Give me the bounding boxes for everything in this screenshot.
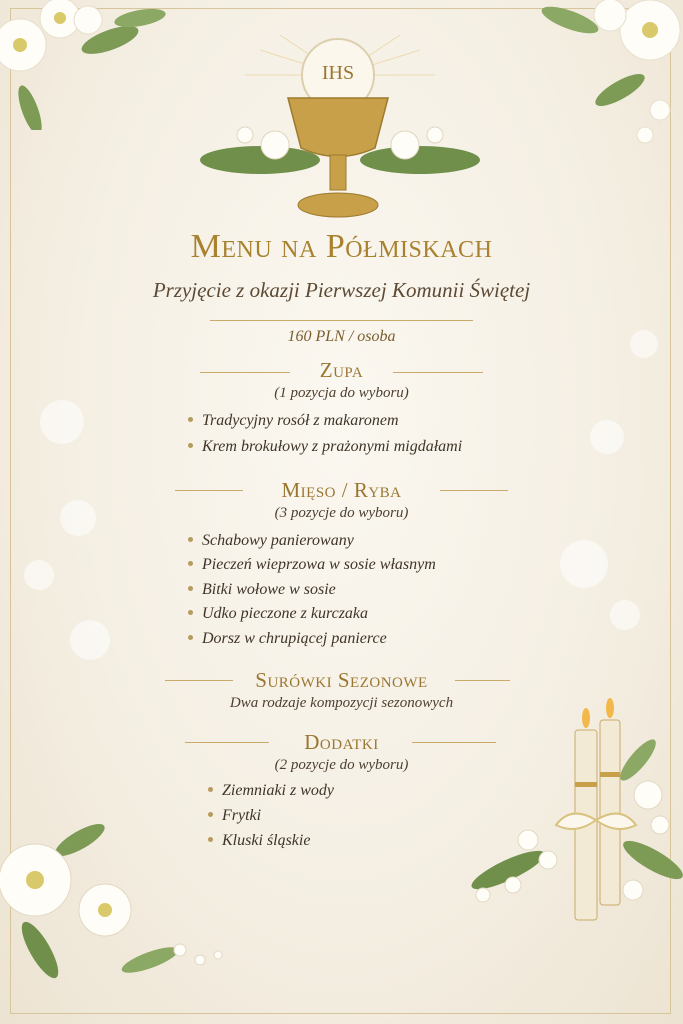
bullet-icon (208, 787, 213, 792)
bullet-icon (188, 561, 193, 566)
section-title-mieso-ryba: Mięso / Ryba (281, 478, 402, 502)
menu-item: Ziemniaki z wody (208, 782, 334, 800)
section-title-dodatki: Dodatki (304, 730, 379, 754)
menu-item: Schabowy panierowany (188, 532, 354, 550)
section-note-dodatki: (2 pozycje do wyboru) (274, 757, 409, 773)
bokeh-light (40, 400, 84, 444)
bokeh-light (560, 540, 608, 588)
section-title-zupa: Zupa (319, 358, 364, 382)
menu-item: Frytki (208, 807, 261, 825)
price: 160 PLN / osoba (287, 328, 396, 345)
bullet-icon (188, 417, 193, 422)
section-note-surowki: Dwa rodzaje kompozycji sezonowych (229, 695, 454, 711)
flower-corner-top-right-icon (510, 0, 683, 170)
bokeh-light (70, 620, 110, 660)
bullet-icon (188, 635, 193, 640)
flower-corner-bottom-left-icon (0, 810, 240, 1010)
page-title: Menu na Półmiskach (190, 228, 493, 265)
page-subtitle: Przyjęcie z okazji Pierwszej Komunii Świętej (152, 278, 531, 302)
menu-item: Dorsz w chrupiącej panierce (188, 630, 387, 648)
host-emblem: IHS (321, 62, 355, 84)
bokeh-light (24, 560, 54, 590)
section-title-surowki: Surówki Sezonowe (255, 668, 428, 692)
chalice-icon (170, 30, 510, 230)
menu-item: Tradycyjny rosół z makaronem (188, 412, 399, 430)
bullet-icon (188, 586, 193, 591)
divider (210, 320, 473, 321)
bullet-icon (188, 610, 193, 615)
section-note-mieso-ryba: (3 pozycje do wyboru) (274, 505, 409, 521)
menu-item: Kluski śląskie (208, 832, 310, 850)
menu-item: Bitki wołowe w sosie (188, 581, 336, 599)
bokeh-light (610, 600, 640, 630)
menu-item: Pieczeń wieprzowa w sosie własnym (188, 556, 436, 574)
menu-item: Udko pieczone z kurczaka (188, 605, 368, 623)
bokeh-light (590, 420, 624, 454)
bullet-icon (188, 537, 193, 542)
candles-icon (428, 690, 683, 940)
bullet-icon (188, 443, 193, 448)
menu-item: Krem brokułowy z prażonymi migdałami (188, 438, 462, 456)
section-note-zupa: (1 pozycja do wyboru) (274, 385, 409, 401)
